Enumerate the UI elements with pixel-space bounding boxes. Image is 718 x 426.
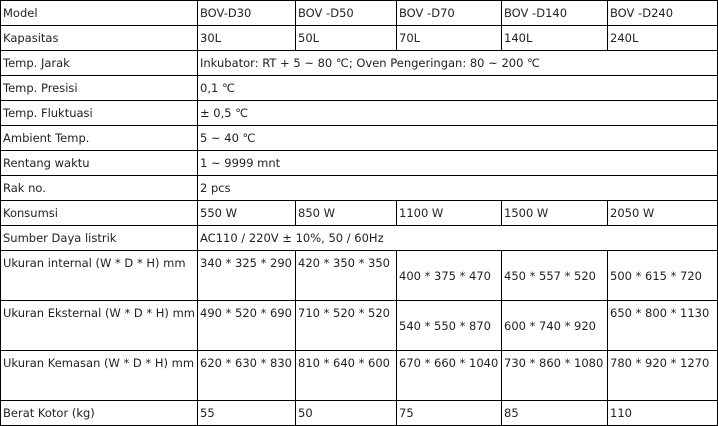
value-cell: 2050 W xyxy=(608,201,718,226)
value-cell: 110 xyxy=(608,401,718,426)
value-cell: 850 W xyxy=(296,201,397,226)
table-row-konsumsi xyxy=(1,201,718,226)
value-cell: 420 * 350 * 350 xyxy=(296,251,397,301)
table-row-temp-presisi xyxy=(1,76,718,101)
value-cell: 400 * 375 * 470 xyxy=(397,251,502,301)
table-row-ukuran-kemasan xyxy=(1,351,718,401)
value-cell: 540 * 550 * 870 xyxy=(397,301,502,351)
value-cell: 70L xyxy=(397,26,502,51)
table-row-rentang xyxy=(1,151,718,176)
value-cell: 340 * 325 * 290 xyxy=(198,251,296,301)
value-cell: 1 ~ 9999 mnt xyxy=(198,151,718,176)
value-cell: 1100 W xyxy=(397,201,502,226)
value-cell: 550 W xyxy=(198,201,296,226)
value-cell: 50L xyxy=(296,26,397,51)
model-cell: BOV -D50 xyxy=(296,1,397,26)
value-cell: 650 * 800 * 1130 xyxy=(608,301,718,351)
row-label: Ukuran Kemasan (W * D * H) mm xyxy=(1,351,198,401)
row-label: Temp. Jarak xyxy=(1,51,198,76)
value-cell: 0,1 ℃ xyxy=(198,76,718,101)
table-row-temp-fluktuasi xyxy=(1,101,718,126)
model-cell: BOV-D30 xyxy=(198,1,296,26)
value-cell: 450 * 557 * 520 xyxy=(502,251,608,301)
table-row-model xyxy=(1,1,718,26)
value-cell: 85 xyxy=(502,401,608,426)
value-cell: 620 * 630 * 830 xyxy=(198,351,296,401)
table-row-berat xyxy=(1,401,718,426)
value-cell: 600 * 740 * 920 xyxy=(502,301,608,351)
value-cell: 810 * 640 * 600 xyxy=(296,351,397,401)
table-row-ambient xyxy=(1,126,718,151)
row-label: Kapasitas xyxy=(1,26,198,51)
model-cell: BOV -D140 xyxy=(502,1,608,26)
table-row-temp-jarak xyxy=(1,51,718,76)
value-cell: 30L xyxy=(198,26,296,51)
value-cell: 5 ~ 40 ℃ xyxy=(198,126,718,151)
value-cell: AC110 / 220V ± 10%, 50 / 60Hz xyxy=(198,226,718,251)
value-cell: 240L xyxy=(608,26,718,51)
row-label: Rak no. xyxy=(1,176,198,201)
value-cell: 500 * 615 * 720 xyxy=(608,251,718,301)
table-row-kapasitas xyxy=(1,26,718,51)
table-row-sumber xyxy=(1,226,718,251)
row-label: Temp. Fluktuasi xyxy=(1,101,198,126)
value-cell: 730 * 860 * 1080 xyxy=(502,351,608,401)
value-cell: Inkubator: RT + 5 ~ 80 ℃; Oven Pengeringan: 80 ~ 200 ℃ xyxy=(198,51,718,76)
value-cell: 780 * 920 * 1270 xyxy=(608,351,718,401)
row-label: Ukuran internal (W * D * H) mm xyxy=(1,251,198,301)
model-cell: BOV -D70 xyxy=(397,1,502,26)
value-cell: 50 xyxy=(296,401,397,426)
value-cell: 55 xyxy=(198,401,296,426)
table-row-ukuran-internal xyxy=(1,251,718,301)
table-row-rak xyxy=(1,176,718,201)
value-cell: ± 0,5 ℃ xyxy=(198,101,718,126)
value-cell: 1500 W xyxy=(502,201,608,226)
row-label: Ambient Temp. xyxy=(1,126,198,151)
value-cell: 490 * 520 * 690 xyxy=(198,301,296,351)
table-row-ukuran-eksternal xyxy=(1,301,718,351)
row-label: Sumber Daya listrik xyxy=(1,226,198,251)
row-label: Model xyxy=(1,1,198,26)
row-label: Rentang waktu xyxy=(1,151,198,176)
model-cell: BOV -D240 xyxy=(608,1,718,26)
row-label: Konsumsi xyxy=(1,201,198,226)
value-cell: 670 * 660 * 1040 xyxy=(397,351,502,401)
row-label: Temp. Presisi xyxy=(1,76,198,101)
row-label: Ukuran Eksternal (W * D * H) mm xyxy=(1,301,198,351)
value-cell: 140L xyxy=(502,26,608,51)
value-cell: 710 * 520 * 520 xyxy=(296,301,397,351)
row-label: Berat Kotor (kg) xyxy=(1,401,198,426)
value-cell: 2 pcs xyxy=(198,176,718,201)
value-cell: 75 xyxy=(397,401,502,426)
